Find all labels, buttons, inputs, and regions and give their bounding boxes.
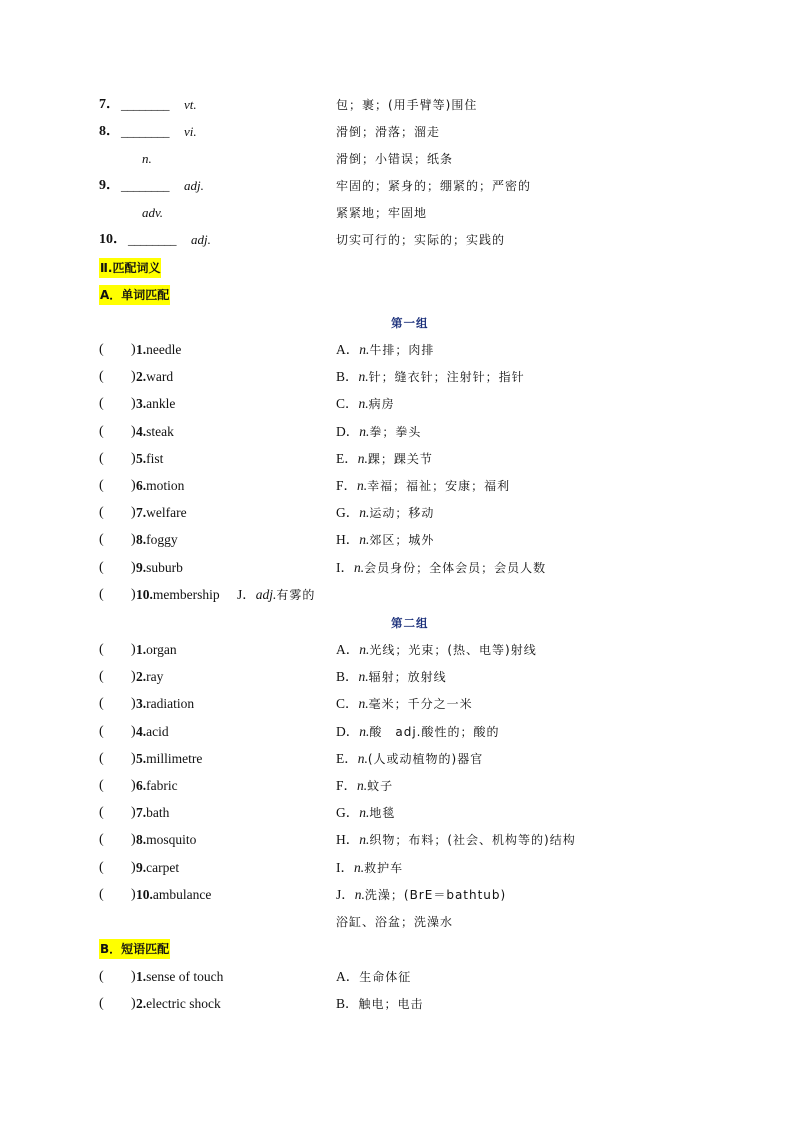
question-number: 4. [136,723,147,739]
option-letter: A． [336,642,360,657]
answer-paren-close: ) [131,587,136,602]
answer-paren-close: ) [131,696,136,712]
word-text: bath [146,805,170,821]
option-letter: I． [336,859,354,875]
group-title: 第一组 [391,316,429,330]
answer-paren-close: ) [131,478,136,493]
match-definition [336,339,434,361]
match-definition [336,448,433,470]
match-row [0,721,794,743]
part-of-speech: n. [357,778,368,793]
answer-paren-close: ) [131,996,136,1012]
part-of-speech: n. [354,886,365,902]
word-text: ankle [146,396,176,412]
match-word [136,502,187,524]
match-row [0,366,794,388]
part-of-speech: n. [359,505,370,521]
match-row [0,502,794,524]
match-word [136,448,163,470]
match-word [136,775,178,797]
answer-paren-open[interactable]: ( [99,886,104,902]
answer-paren-open[interactable]: ( [99,859,104,875]
word-text: motion [146,478,185,493]
part-of-speech: n. [357,750,368,766]
match-definition [336,693,473,715]
question-number: 3. [136,696,147,712]
word-text: fist [146,450,164,466]
answer-paren-close: ) [131,450,136,466]
match-row [0,339,794,361]
option-letter: H． [336,532,360,548]
match-definition [336,529,434,551]
answer-paren-open[interactable]: ( [99,778,104,793]
match-row [0,448,794,470]
definition-text: 光线；光束；(热、电等)射线 [369,643,537,657]
match-row [0,639,794,661]
match-word [136,393,175,415]
word-text: ward [146,369,174,385]
answer-paren-close: ) [131,778,136,793]
part-of-speech: n. [354,859,365,875]
match-row [0,748,794,770]
vocab-row [0,229,794,251]
option-letter: B． [336,996,359,1012]
word-text: foggy [146,532,178,548]
definition-text: 辐射；放射线 [368,670,447,685]
part-of-speech: n. [359,423,370,439]
option-letter: I． [336,559,354,575]
answer-paren-close: ) [131,342,136,357]
item-number: 7． [99,97,120,112]
definition-text: 踝；踝关节 [367,451,433,466]
option-letter: F． [336,478,358,493]
answer-paren-open[interactable]: ( [99,696,104,712]
part-of-speech: adj. [191,232,211,247]
match-definition [336,475,510,497]
definition-text: 针；缝衣针；注射针；指针 [368,370,525,385]
section-heading: Ⅱ.匹配词义 [99,258,161,278]
part-of-speech: n. [359,805,370,821]
option-letter: B． [336,369,359,385]
part-of-speech: n. [354,559,365,575]
option-letter: J． [237,587,256,602]
answer-paren-open[interactable]: ( [99,396,104,412]
answer-paren-open[interactable]: ( [99,342,104,357]
definition-text: 会员身份；全体会员；会员人数 [364,560,547,575]
answer-paren-open[interactable]: ( [99,969,104,984]
definition-text: (人或动植物的)器官 [367,751,484,766]
word-text: radiation [146,696,195,712]
answer-paren-close: ) [131,723,136,739]
match-word [136,366,173,388]
answer-paren-open[interactable]: ( [99,369,104,385]
option-letter: D． [336,423,360,439]
match-definition [336,666,447,688]
item-number: 8． [99,124,120,139]
part-of-speech: vi. [184,124,197,139]
item-number: 10． [99,232,127,247]
option-letter: H． [336,832,360,848]
answer-blank[interactable]: ________ [128,232,176,247]
match-row [0,802,794,824]
question-number: 5. [136,750,147,766]
question-number: 6. [136,478,147,493]
word-text: steak [146,423,174,439]
definition-text: 运动；移动 [369,506,435,521]
match-row [0,421,794,443]
match-row [0,475,794,497]
match-word [136,557,183,579]
definition: 滑倒；滑落；溜走 [336,125,441,139]
group-title: 第二组 [391,616,429,630]
option-letter: C． [336,396,359,412]
word-text: membership [152,587,220,602]
phrase-row [0,966,794,988]
phrase-text: electric shock [146,996,221,1012]
definition: 切实可行的；实际的；实践的 [336,233,506,247]
option-letter: D． [336,723,360,739]
definition-text: 触电；电击 [358,997,424,1012]
match-word [136,857,179,879]
match-row [0,584,794,606]
option-letter: E． [336,450,358,466]
option-letter: E． [336,750,358,766]
vocab-row [0,175,794,197]
phrase-row [0,993,794,1015]
answer-paren-close: ) [131,669,136,685]
answer-blank[interactable]: ________ [121,124,169,139]
word-text: welfare [146,505,187,521]
match-row [0,666,794,688]
question-number: 10. [136,587,153,602]
match-definition [336,366,525,388]
part-of-speech: n. [359,723,370,739]
definition: 牢固的；紧身的；绷紧的；严密的 [336,179,532,193]
definition-continuation [0,911,794,933]
match-definition [336,802,395,824]
match-row [0,557,794,579]
match-definition [336,829,576,851]
question-number: 2. [136,669,147,685]
part-of-speech: n. [358,369,369,385]
match-definition [336,721,500,743]
part-of-speech: n. [142,151,152,166]
match-word [136,339,181,361]
option-letter: F． [336,778,358,793]
question-number: 4. [136,423,147,439]
word-text: ray [146,669,164,685]
word-text: millimetre [146,750,203,766]
definition: 包；裹；(用手臂等)围住 [336,98,478,112]
subsection-heading-word-match: A．单词匹配 [99,285,170,305]
word-text: carpet [146,859,180,875]
definition-text: 地毯 [369,806,396,821]
match-definition [336,421,421,443]
word-text: fabric [146,778,178,793]
definition: 滑倒；小错误；纸条 [336,152,454,166]
match-word [136,884,211,906]
answer-blank[interactable]: ________ [121,178,169,193]
definition-text: 拳；拳头 [369,424,422,439]
option-letter: G． [336,505,360,521]
definition-text: 酸 adj.酸性的；酸的 [369,724,500,739]
match-word [136,584,220,606]
answer-paren-open[interactable]: ( [99,996,104,1012]
answer-paren-open[interactable]: ( [99,587,104,602]
question-number: 1. [136,342,147,357]
definition-text: 蚊子 [367,779,394,793]
option-letter: G． [336,805,360,821]
answer-paren-open[interactable]: ( [99,723,104,739]
vocab-row [0,121,794,143]
option-letter: C． [336,696,359,712]
answer-paren-open[interactable]: ( [99,423,104,439]
match-word [136,802,169,824]
match-definition [336,502,434,524]
part-of-speech: adj. [255,587,277,602]
definition-text: 病房 [368,397,395,412]
part-of-speech: adv. [142,205,164,220]
option-letter: A． [336,342,360,357]
answer-paren-open[interactable]: ( [99,805,104,821]
vocab-row [0,94,794,116]
option-letter: J． [336,886,355,902]
part-of-speech: n. [358,396,369,412]
word-text: suburb [146,559,183,575]
vocab-row [0,148,794,170]
part-of-speech: n. [359,342,370,357]
question-number: 8. [136,532,147,548]
question-number: 7. [136,505,147,521]
part-of-speech: n. [357,478,368,493]
match-word [136,693,194,715]
question-number: 5. [136,450,147,466]
answer-paren-close: ) [131,832,136,848]
definition-text: 牛排；肉排 [369,343,435,357]
question-number: 9. [136,859,147,875]
match-word [136,421,174,443]
definition-text: 浴缸、浴盆；洗澡水 [336,915,454,929]
definition-text: 有雾的 [276,588,316,602]
question-number: 1. [136,969,147,984]
match-definition [237,584,315,606]
definition-text: 生命体征 [359,970,412,984]
answer-blank[interactable]: ________ [121,97,169,112]
answer-paren-open[interactable]: ( [99,559,104,575]
definition-text: 救护车 [364,860,404,875]
match-definition [336,393,395,415]
word-text: mosquito [146,832,197,848]
match-definition [336,884,506,906]
part-of-speech: n. [357,450,368,466]
answer-paren-close: ) [131,859,136,875]
word-text: acid [146,723,169,739]
part-of-speech: n. [359,832,370,848]
definition-text: 洗澡；(BrE＝bathtub) [364,887,507,902]
word-text: organ [146,642,177,657]
match-word [136,475,184,497]
answer-paren-open[interactable]: ( [99,669,104,685]
answer-paren-close: ) [131,369,136,385]
part-of-speech: n. [359,642,370,657]
answer-paren-close: ) [131,642,136,657]
phrase-text: sense of touch [146,969,224,984]
match-row [0,529,794,551]
answer-paren-close: ) [131,396,136,412]
question-number: 8. [136,832,147,848]
match-word [136,829,196,851]
answer-paren-close: ) [131,969,136,984]
answer-paren-close: ) [131,886,136,902]
part-of-speech: vt. [184,97,197,112]
answer-paren-open[interactable]: ( [99,450,104,466]
answer-paren-close: ) [131,505,136,521]
word-text: needle [146,342,182,357]
answer-paren-open[interactable]: ( [99,750,104,766]
match-phrase [136,966,223,988]
vocab-row [0,202,794,224]
match-row [0,393,794,415]
match-definition [336,993,424,1015]
question-number: 9. [136,559,147,575]
question-number: 7. [136,805,147,821]
definition-text: 毫米；千分之一米 [368,697,473,712]
answer-paren-close: ) [131,423,136,439]
subsection-heading-phrase-match: B．短语匹配 [99,939,170,959]
question-number: 10. [136,886,153,902]
part-of-speech: n. [358,669,369,685]
answer-paren-open[interactable]: ( [99,505,104,521]
item-number: 9． [99,178,120,193]
match-word [136,666,163,688]
match-definition [336,557,546,579]
match-row [0,829,794,851]
answer-paren-open[interactable]: ( [99,832,104,848]
option-letter: A． [336,969,360,984]
match-definition [336,857,403,879]
match-definition [336,966,411,988]
match-word [136,721,169,743]
answer-paren-close: ) [131,750,136,766]
question-number: 2. [136,996,147,1012]
option-letter: B． [336,669,359,685]
word-text: ambulance [152,886,212,902]
question-number: 3. [136,396,147,412]
match-row [0,775,794,797]
question-number: 6. [136,778,147,793]
part-of-speech: n. [358,696,369,712]
answer-paren-open[interactable]: ( [99,532,104,548]
definition-text: 幸福；福祉；安康；福利 [367,479,511,493]
answer-paren-close: ) [131,805,136,821]
match-word [136,748,202,770]
definition-text: 郊区；城外 [369,533,435,548]
match-row [0,884,794,906]
answer-paren-close: ) [131,559,136,575]
definition-text: 织物；布料；(社会、机构等的)结构 [369,833,576,848]
match-definition [336,748,483,770]
match-definition [336,639,537,661]
question-number: 2. [136,369,147,385]
part-of-speech: adj. [184,178,204,193]
definition: 紧紧地；牢固地 [336,206,428,220]
match-phrase [136,993,221,1015]
match-definition [336,775,393,797]
match-row [0,693,794,715]
answer-paren-open[interactable]: ( [99,478,104,493]
part-of-speech: n. [359,532,370,548]
match-row [0,857,794,879]
question-number: 1. [136,642,147,657]
answer-paren-open[interactable]: ( [99,642,104,657]
match-word [136,529,178,551]
answer-paren-close: ) [131,532,136,548]
match-word [136,639,177,661]
